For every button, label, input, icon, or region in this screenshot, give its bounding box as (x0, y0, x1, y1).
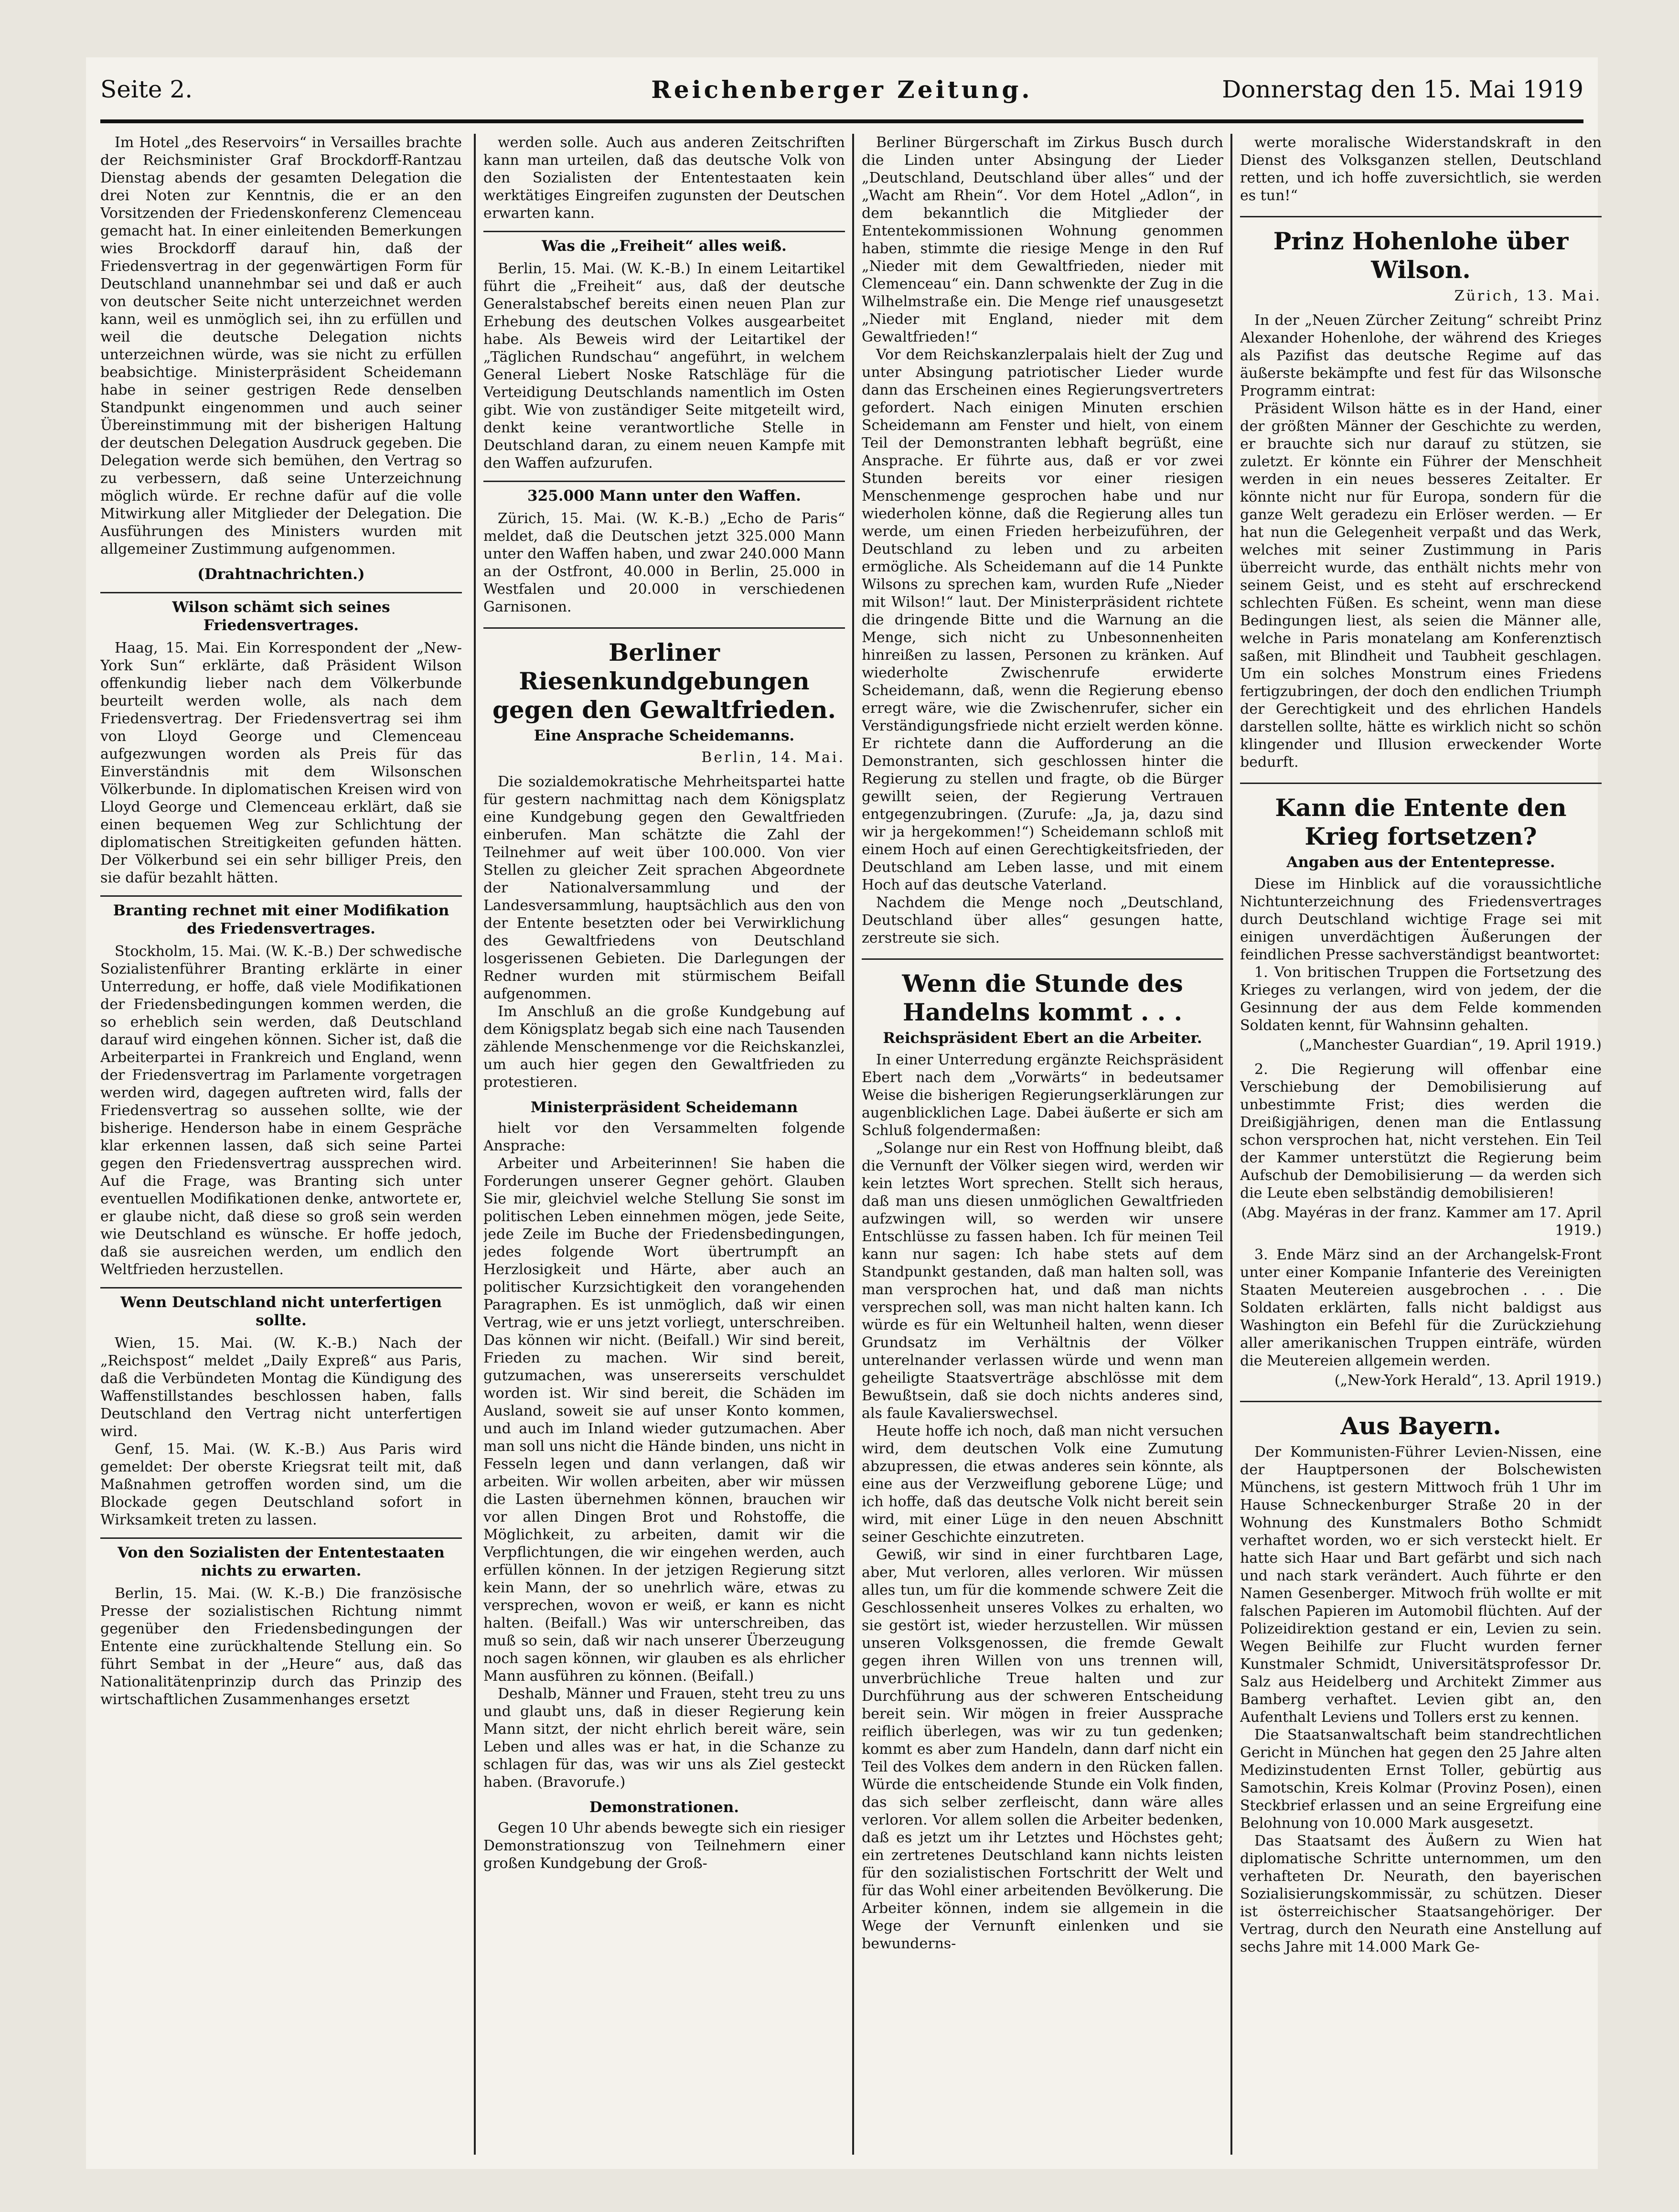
headline: Aus Bayern. (1240, 1401, 1602, 1440)
headline: Kann die Entente den Krieg fortsetzen? (1240, 783, 1602, 851)
article-paragraph: 3. Ende März sind an der Archangelsk-Front unter einer Kompanie Infanterie des Vereinigten Staaten Meutereien ausgebrochen . . . Die Soldaten erklärten, falls nicht baldigst aus Washington ein Befehl für die Zurückziehung aller amerikanischen Truppen einträfe, würden die Meutereien allgemein werden. (1240, 1246, 1602, 1369)
section-label: Ministerpräsident Scheidemann (530, 1099, 798, 1116)
article-paragraph: Wien, 15. Mai. (W. K.-B.) Nach der „Reichspost“ meldet „Daily Expreß“ aus Paris, daß die Verbündeten Montag die Kündigung des Waffenstillstandes beschlossen haben, falls Deutschland den Vertrag nicht unterfertigen wird. (100, 1335, 462, 1440)
column-rule (1230, 134, 1232, 2155)
article-paragraph: Präsident Wilson hätte es in der Hand, einer der größten Männer der Geschichte zu werden, er brauchte sich nur darauf zu stützen, sie zuletzt. Er könnte ein Führer der Menschheit werden in ein neues besseres Zeitalter. Er könnte nicht nur für Europa, sondern für die ganze Welt geradezu ein Erlöser werden. — Er hat nun die Gelegenheit verpaßt und das Werk, welches mit seiner Zustimmung in Paris überreicht wurde, das enthält nichts mehr von seinem Geist, und es steht auf erschreckend schlechten Füßen. Es scheint, wenn man diese Bedingungen liest, als seien die Männer alle, welche in Paris monatelang am Konferenztisch saßen, mit Blindheit und Taubheit geschlagen. Um ein solches Monstrum eines Friedens fertigzubringen, der doch den endlichen Triumph der Gerechtigkeit und des ehrlichen Handels darstellen sollte, hätte es wirklich nicht so schön klingender und Illusion erweckender Worte bedurft. (1240, 400, 1602, 771)
citation: („Manchester Guardian“, 19. April 1919.) (1299, 1037, 1602, 1053)
article-paragraph: In einer Unterredung ergänzte Reichspräsident Ebert nach dem „Vorwärts“ in bedeutsamer Weise die bisherigen Regierungserklärungen zur augenblicklichen Lage. Dabei äußerte er sich am Schluß folgendermaßen: (862, 1052, 1223, 1139)
article-paragraph: Gewiß, wir sind in einer furchtbaren Lage, aber, Mut verloren, alles verloren. Wir müssen alles tun, um für die kommende schwere Zeit die Geschlossenheit unseres Volkes zu erhalten, wo sie gestört ist, wieder herzustellen. Wir müssen unseren Volksgenossen, die fremde Gewalt gegen ihren Willen von uns trennen will, unverbrüchliche Treue halten und zur Durchführung aus der schweren Entscheidung bereit sein. Wir mögen in freier Aussprache reiflich überlegen, was wir zu tun gedenken; kommt es aber zum Handeln, dann darf nicht ein Teil des Volkes dem andern in den Rücken fallen. Würde die entscheidende Stunde ein Volk finden, das sich selber zerfleischt, dann wäre alles verloren. Vor allem sollen die Arbeiter bedenken, daß es jetzt um ihr Letztes und Höchstes geht; ein zertretenes Deutschland kann nichts leisten für den sozialistischen Fortschritt der Welt und für das Wohl einer arbeitenden Bevölkerung. Die Arbeiter können, indem sie allgemein in die Wege der Vernunft einlenken und sie bewunderns- (862, 1546, 1223, 1952)
section-label: Demonstrationen. (589, 1799, 739, 1816)
article-paragraph: Gegen 10 Uhr abends bewegte sich ein riesiger Demonstrationszug von Teilnehmern einer großen Kundgebung der Groß- (483, 1820, 845, 1872)
article-paragraph: Berlin, 15. Mai. (W. K.-B.) Die französische Presse der sozialistischen Richtung nimmt gegenüber den Friedensbedingungen der Entente eine zurückhaltende Stellung ein. So führt Sembat in der „Heure“ aus, daß das Nationalitätenprinzip durch das Prinzip des wirtschaftlichen Zusammenhanges ersetzt (100, 1585, 462, 1708)
article-paragraph: Genf, 15. Mai. (W. K.-B.) Aus Paris wird gemeldet: Der oberste Kriegsrat teilt mit, daß Maßnahmen getroffen worden sind, um die Blockade gegen Deutschland sofort in Wirksamkeit treten zu lassen. (100, 1441, 462, 1528)
article-paragraph: 2. Die Regierung will offenbar eine Verschiebung der Demobilisierung auf unbestimmte Frist; dies werden die Dreißigjährigen, denen man die Entlassung schon versprochen hat, nicht verstehen. Ein Teil der Kammer unterstützt die Regierung beim Aufschub der Demobilisierung — da werden sich die Leute eben selbständig demobilisieren! (1240, 1061, 1602, 1202)
article-paragraph: Vor dem Reichskanzlerpalais hielt der Zug und unter Absingung patriotischer Lieder wurde dann das Erscheinen eines Regierungsvertreters gefordert. Nach einigen Minuten erschien Scheidemann am Fenster und hielt, von einem Teil der Demonstranten lebhaft begrüßt, eine Ansprache. Er führte aus, daß er vor zwei Stunden bereits vor einer riesigen Menschenmenge gesprochen habe und nur wiederholen könne, daß die Regierung alles tun werde, um einen Frieden herbeizuführen, der Deutschland zu leben und zu arbeiten ermögliche. Als Scheidemann auf die 14 Punkte Wilsons zu sprechen kam, wurden Rufe „Nieder mit Wilson!“ laut. Der Ministerpräsident richtete die dringende Bitte und die Warnung an die Menge, sich nicht zu Unbesonnenheiten hinreißen zu lassen, Personen zu kränken. Auf wiederholte Zwischenrufe erwiderte Scheidemann, daß, wenn die Regierung ebenso erregt wäre, wie die Zwischenrufer, sicher ein Verständigungsfriede nicht erzielt werden könne. Er richtete dann die Aufforderung an die Demonstranten, sich geschlossen hinter die Regierung zu stellen und fragte, ob die Bürger gewillt seien, der Regierung Vertrauen entgegenzubringen. (Zurufe: „Ja, ja, dazu sind wir ja hergekommen!“) Scheidemann schloß mit einem Hoch auf einen Gerechtigkeitsfrieden, der Deutschland am Leben lasse, und mit einem Hoch auf das deutsche Vaterland. (862, 346, 1223, 893)
subheadline: Angaben aus der Ententepresse. (1286, 854, 1555, 871)
article-paragraph: Im Anschluß an die große Kundgebung auf dem Königsplatz begab sich eine nach Tausenden zählende Menschenmenge vor die Reichskanzlei, um auch hier gegen den Gewaltfrieden zu protestieren. (483, 1003, 845, 1091)
column-2 (483, 134, 845, 2155)
article-paragraph: Heute hoffe ich noch, daß man nicht versuchen wird, dem deutschen Volk eine Zumutung abzupressen, die etwas anderes sein könnte, als eine aus der Verzweiflung geborene Lüge; und ich hoffe, daß das deutsche Volk nicht bereit sein wird, mit einer Lüge in den neuen Abschnitt seiner Geschichte einzutreten. (862, 1423, 1223, 1546)
headline: Wilson schämt sich seines Friedensvertrages. (100, 592, 462, 634)
headline: Branting rechnet mit einer Modifikation des Friedensvertrages. (100, 895, 462, 938)
article-paragraph: Berlin, 15. Mai. (W. K.-B.) In einem Leitartikel führt die „Freiheit“ aus, daß der deutsche Generalstabschef bereits einen neuen Plan zur Erhebung des deutschen Volkes ausgearbeitet habe. Als Beweis wird der Leitartikel der „Täglichen Rundschau“ angeführt, in welchem General Liebert Noske Ratschläge für die Verteidigung Deutschlands namentlich im Osten gibt. Wie von zuständiger Seite mitgeteilt wird, denkt keine verantwortliche Stelle in Deutschland daran, zu einem neuen Kampfe mit den Waffen aufzurufen. (483, 260, 845, 472)
dateline: Zürich, 13. Mai. (1454, 288, 1602, 304)
headline: Was die „Freiheit“ alles weiß. (483, 231, 845, 255)
issue-date: Donnerstag den 15. Mai 1919 (1222, 75, 1583, 103)
subheadline: Reichspräsident Ebert an die Arbeiter. (883, 1030, 1202, 1047)
article-paragraph: Stockholm, 15. Mai. (W. K.-B.) Der schwedische Sozialistenführer Branting erklärte in einer Unterredung, er hoffe, daß viele Modifikationen der Friedensbedingungen kommen werden, die so erheblich sein werden, daß Deutschland darauf wird eingehen können. Sicher ist, daß die Arbeiterpartei in Frankreich und England, wenn der Friedensvertrag im Parlamente vorgetragen werden wird, dagegen auftreten wird, falls der Friedensvertrag so aussehen sollte, wie der bisherige. Henderson habe in einem Gespräche klar erkennen lassen, daß sich seine Partei gegen den Friedensvertrag aussprechen wird. Auf die Frage, was Branting sich unter eventuellen Modifikationen denke, antwortete er, er glaube nicht, daß diese so groß sein werden wie Deutschland es wünsche. Er hoffe jedoch, daß sie ausreichen werden, um endlich den Weltfrieden herzustellen. (100, 943, 462, 1278)
headline: Wenn Deutschland nicht unterfertigen sollte. (100, 1287, 462, 1330)
column-rule (474, 134, 476, 2155)
headline: Von den Sozialisten der Ententestaaten nichts zu erwarten. (100, 1537, 462, 1580)
page-number: Seite 2. (100, 75, 193, 103)
article-paragraph: Die Staatsanwaltschaft beim standrechtlichen Gericht in München hat gegen den 25 Jahre alten Medizinstudenten Ernst Toller, gebürtig aus Samotschin, Kreis Kolmar (Provinz Posen), einen Steckbrief erlassen und an seine Ergreifung eine Belohnung von 10.000 Mark ausgesetzt. (1240, 1727, 1602, 1832)
column-rule (852, 134, 854, 2155)
article-paragraph: werte moralische Widerstandskraft in den Dienst des Volksganzen stellen, Deutschland retten, und ich hoffe zuversichtlich, sie werden es tun!“ (1240, 134, 1602, 204)
article-paragraph: Arbeiter und Arbeiterinnen! Sie haben die Forderungen unserer Gegner gehört. Glauben Sie mir, gleichviel welche Stellung Sie sonst im politischen Leben einnehmen mögen, jede Seite, jede Zeile im Buche der Friedensbedingungen, jedes folgende Wort übertrumpft an Herzlosigkeit und Härte, aber auch an politischer Kurzsichtigkeit den vorangehenden Paragraphen. Es ist unmöglich, daß wir einen Vertrag, wie er uns jetzt vorliegt, unterschreiben. Das können wir nicht. (Beifall.) Wir sind bereit, Frieden zu machen. Wir sind bereit, gutzumachen, was unsererseits verschuldet worden ist. Wir sind bereit, die Schäden im Ausland, soweit sie auf unser Konto kommen, und auch im Inland wieder gutzumachen. Aber man soll uns nicht die Hände binden, uns nicht in Fesseln legen und dann verlangen, daß wir arbeiten. Wir wollen arbeiten, aber wir müssen die Lasten übernehmen können, brauchen wir vor allen Dingen Brot und Rohstoffe, die Möglichkeit, zu arbeiten, damit wir die Verpflichtungen, die wir eingehen werden, auch erfüllen können. In der jetzigen Regierung sitzt kein Mann, der so unehrlich wäre, etwas zu versprechen, wovon er weiß, er kann es nicht halten. (Beifall.) Was wir unterschreiben, das muß so sein, daß wir nach unserer Überzeugung noch sagen können, wir glauben es als ehrlicher Mann ausführen zu können. (Beifall.) (483, 1155, 845, 1685)
headline: Wenn die Stunde des Handelns kommt . . . (862, 958, 1223, 1027)
dateline: Berlin, 14. Mai. (701, 749, 845, 766)
article-paragraph: Berliner Bürgerschaft im Zirkus Busch durch die Linden unter Absingung der Lieder „Deutschland, Deutschland über alles“ und der „Wacht am Rhein“. Vor dem Hotel „Adlon“, in dem bekanntlich die Mitglieder der Ententekommissionen Wohnung genommen haben, stimmte die riesige Menge in den Ruf „Nieder mit dem Gewaltfrieden, nieder mit Clemenceau“ ein. Dann schwenkte der Zug in die Wilhelmstraße ein. Die Menge rief unausgesetzt „Nieder mit England, nieder mit dem Gewaltfrieden!“ (862, 134, 1223, 345)
article-paragraph: Das Staatsamt des Äußern zu Wien hat diplomatische Schritte unternommen, um den verhafteten Dr. Neurath, den bayerischen Sozialisierungskommissär, zu schützen. Dieser ist österreichischer Staatsangehöriger. Der Vertrag, durch den Neurath eine Anstellung auf sechs Jahre mit 14.000 Mark Ge- (1240, 1833, 1602, 1955)
article-paragraph: Haag, 15. Mai. Ein Korrespondent der „New-York Sun“ erklärte, daß Präsident Wilson offenkundig lieber nach dem Völkerbunde beurteilt werden wolle, als nach dem Friedensvertrag. Der Friedensvertrag sei ihm von Lloyd George und Clemenceau aufgezwungen worden als Preis für das Einverständnis mit dem Wilsonschen Völkerbunde. In diplomatischen Kreisen wird von Lloyd George und Clemenceau erklärt, daß sie einen bequemen Weg zur Schlichtung der diplomatischen Streitigkeiten gefunden hätten. Der Völkerbund sei ein sehr billiger Preis, den sie dafür bezahlt hätten. (100, 640, 462, 886)
headline: Berliner Riesenkundgebungen gegen den Gewaltfrieden. (483, 627, 845, 724)
citation: (Abg. Mayéras in der franz. Kammer am 17. April 1919.) (1241, 1204, 1602, 1239)
article-paragraph: Die sozialdemokratische Mehrheitspartei hatte für gestern nachmittag nach dem Königsplatz eine Kundgebung gegen den Gewaltfrieden einberufen. Man schätzte die Zahl der Teilnehmer auf weit über 100.000. Von vier Stellen zu gleicher Zeit sprachen Abgeordnete der Nationalversammlung und der Landesversammlung, hauptsächlich aus den von der Entente besetzten oder bei Verwirklichung des Gewaltfriedens von Deutschland losgerissenen Gebieten. Die Darlegungen der Redner wurden mit stürmischem Beifall aufgenommen. (483, 773, 845, 1002)
article-paragraph: In der „Neuen Zürcher Zeitung“ schreibt Prinz Alexander Hohenlohe, der während des Krieges als Pazifist das deutsche Regime auf das äußerste bekämpfte und fest für das Wilsonsche Programm eintrat: (1240, 312, 1602, 399)
article-paragraph: hielt vor den Versammelten folgende Ansprache: (483, 1120, 845, 1154)
article-paragraph: Deshalb, Männer und Frauen, steht treu zu uns und glaubt uns, daß in dieser Regierung kein Mann sitzt, der nicht ehrlich bereit wäre, sein Leben und alles was er hat, in die Schanze zu schlagen für das, was wir uns als Ziel gesteckt haben. (Bravorufe.) (483, 1686, 845, 1791)
section-label: (Drahtnachrichten.) (197, 566, 365, 583)
article-paragraph: Der Kommunisten-Führer Levien-Nissen, eine der Hauptpersonen der Bolschewisten Münchens, ist gestern Mittwoch früh 1 Uhr im Hause Schneckenburger Straße 20 in der Wohnung des Kunstmalers Botho Schmidt verhaftet worden, wo er sich versteckt hielt. Er hatte sich Haar und Bart gefärbt und sich nach und nach stark verändert. Auch führte er den Namen Gesenberger. Mitwoch früh wollte er mit falschen Papieren im Automobil flüchten. Auf der Polizeidirektion gestand er ein, Levien zu sein. Wegen Beihilfe zur Flucht wurden ferner Kunstmaler Schmidt, Universitätsprofessor Dr. Salz aus Heidelberg und Architekt Zimmer aus Bamberg verhaftet. Levien gibt an, den Aufenthalt Leviens und Tollers erst zu kennen. (1240, 1444, 1602, 1726)
article-paragraph: Zürich, 15. Mai. (W. K.-B.) „Echo de Paris“ meldet, daß die Deutschen jetzt 325.000 Mann unter den Waffen haben, und zwar 240.000 Mann an der Ostfront, 40.000 in Berlin, 25.000 in Westfalen und 20.000 in verschiedenen Garnisonen. (483, 510, 845, 615)
article-paragraph: 1. Von britischen Truppen die Fortsetzung des Krieges zu verlangen, wird von jedem, der die Gesinnung der aus dem Felde kommenden Soldaten kennt, für Wahnsinn gehalten. (1240, 964, 1602, 1034)
article-paragraph: Diese im Hinblick auf die voraussichtliche Nichtunterzeichnung des Friedensvertrages durch Deutschland wichtige Frage sei mit einigen unverdächtigen Äußerungen der feindlichen Presse sachverständigst beantwortet: (1240, 876, 1602, 963)
masthead: Reichenberger Zeitung. (651, 75, 1033, 104)
column-1 (100, 134, 462, 2155)
article-paragraph: Im Hotel „des Reservoirs“ in Versailles brachte der Reichsminister Graf Brockdorff-Rantzau Dienstag abends der gesamten Delegation die drei Noten zur Kenntnis, die er an den Vorsitzenden der Friedenskonferenz Clemenceau gemacht hat. In einer einleitenden Bemerkungen wies Brockdorff darauf hin, daß der Friedensvertrag in der gegenwärtigen Form für Deutschland unannehmbar sei und daß er auch von deutscher Seite nicht unterzeichnet werden kann, weil es unmöglich sei, ihn zu erfüllen und weil die deutsche Delegation nichts unterzeichnen würde, was sie nicht zu erfüllen beabsichtige. Ministerpräsident Scheidemann habe in seiner gestrigen Rede denselben Standpunkt eingenommen und auch seiner Übereinstimmung mit der bisherigen Haltung der deutschen Delegation Ausdruck gegeben. Die Delegation werde sich bemühen, den Vertrag so zu verbessern, daß seine Unterzeichnung möglich würde. Er rechne dafür auf die volle Mitwirkung aller Mitglieder der Delegation. Die Ausführungen des Ministers wurden mit allgemeiner Zustimmung aufgenommen. (100, 134, 462, 558)
article-paragraph: werden solle. Auch aus anderen Zeitschriften kann man urteilen, daß das deutsche Volk von den Sozialisten der Ententestaaten kein werktätiges Eingreifen zugunsten der Deutschen erwarten kann. (483, 134, 845, 222)
column-4 (1240, 134, 1602, 2155)
page-header (100, 67, 1583, 123)
subheadline: Eine Ansprache Scheidemanns. (534, 727, 795, 744)
article-paragraph: Nachdem die Menge noch „Deutschland, Deutschland über alles“ gesungen hatte, zerstreute sie sich. (862, 894, 1223, 946)
headline: 325.000 Mann unter den Waffen. (483, 481, 845, 505)
headline: Prinz Hohenlohe über Wilson. (1240, 216, 1602, 284)
column-3 (862, 134, 1223, 2155)
article-paragraph: „Solange nur ein Rest von Hoffnung bleibt, daß die Vernunft der Völker siegen wird, werden wir kein letztes Wort sprechen. Stellt sich heraus, daß man uns diesen unmöglichen Gewaltfrieden aufzwingen will, so werden wir unsere Entschlüsse zu fassen haben. Ich für meinen Teil kann nur sagen: Ich habe stets auf dem Standpunkt gestanden, daß man halten soll, was man versprochen hat, und daß man nichts versprechen soll, was man nicht halten kann. Ich würde es für ein Weltunheil halten, wenn dieser Grundsatz im Verhältnis der Völker unterelnander verlassen würde und wenn man geheiligte Staatsverträge abschlösse mit dem Bewußtsein, daß sie doch nichts anderes sind, als faule Kavalierswechsel. (862, 1140, 1223, 1422)
citation: („New-York Herald“, 13. April 1919.) (1334, 1372, 1602, 1389)
newspaper-page (86, 57, 1602, 2169)
